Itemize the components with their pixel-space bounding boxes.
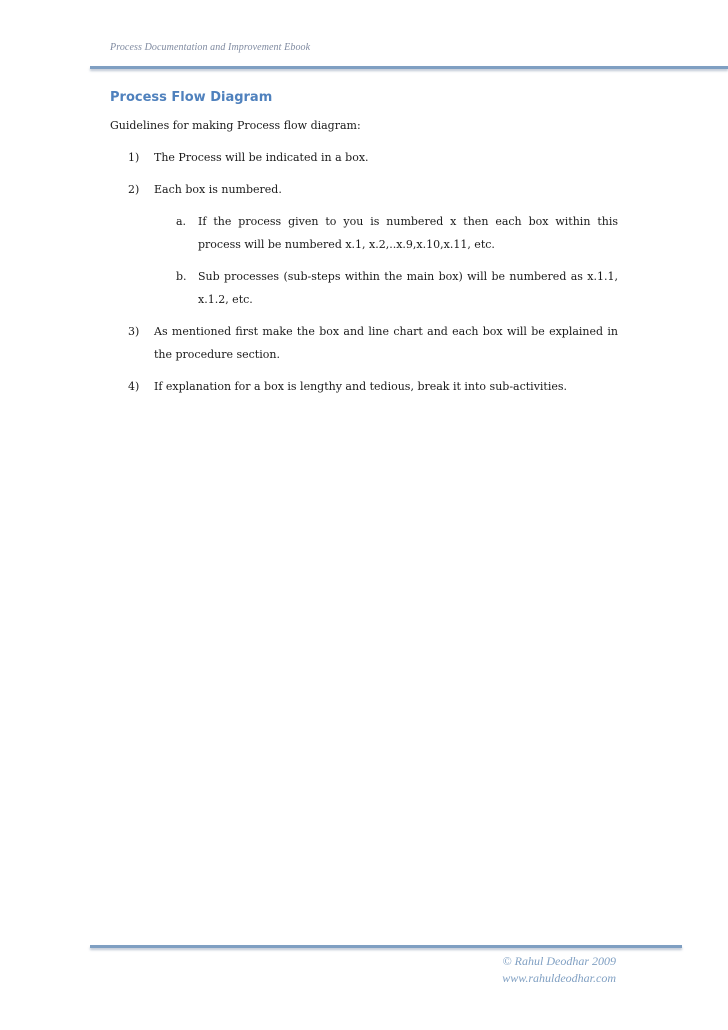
header-rule	[90, 66, 728, 69]
footer-rule	[90, 945, 682, 948]
list-text: The Process will be indicated in a box.	[154, 151, 369, 164]
footer-website: www.rahuldeodhar.com	[502, 971, 616, 985]
list-number: 1)	[128, 151, 140, 164]
sub-list-text: If the process given to you is numbered x then each box within this process will be numbered x.1, x.2,..x.9,x.10,x.11, etc.	[198, 215, 618, 251]
footer	[440, 953, 616, 987]
list-number: 3)	[128, 325, 140, 338]
list-text: As mentioned first make the box and line chart and each box will be explained in the procedure section.	[154, 325, 618, 361]
list-item	[110, 320, 618, 366]
sub-list-item	[110, 210, 618, 256]
section-heading: Process Flow Diagram	[110, 90, 273, 105]
sub-list-text: Sub processes (sub-steps within the main box) will be numbered as x.1.1, x.1.2, etc.	[198, 270, 618, 306]
list-text: If explanation for a box is lengthy and tedious, break it into sub-activities.	[154, 380, 568, 393]
sub-list-item	[110, 265, 618, 311]
guidelines-intro: Guidelines for making Process flow diagram:	[110, 119, 361, 132]
list-text: Each box is numbered.	[154, 183, 282, 196]
running-header: Process Documentation and Improvement Ebook	[110, 42, 311, 53]
list-item	[110, 146, 618, 169]
footer-copyright: © Rahul Deodhar 2009	[502, 954, 616, 968]
list-item	[110, 375, 618, 398]
list-number: 2)	[128, 183, 140, 196]
sub-list-letter: b.	[176, 270, 187, 283]
list-number: 4)	[128, 380, 140, 393]
list-item	[110, 178, 618, 201]
guidelines-body	[110, 114, 618, 398]
sub-list-letter: a.	[176, 215, 187, 228]
